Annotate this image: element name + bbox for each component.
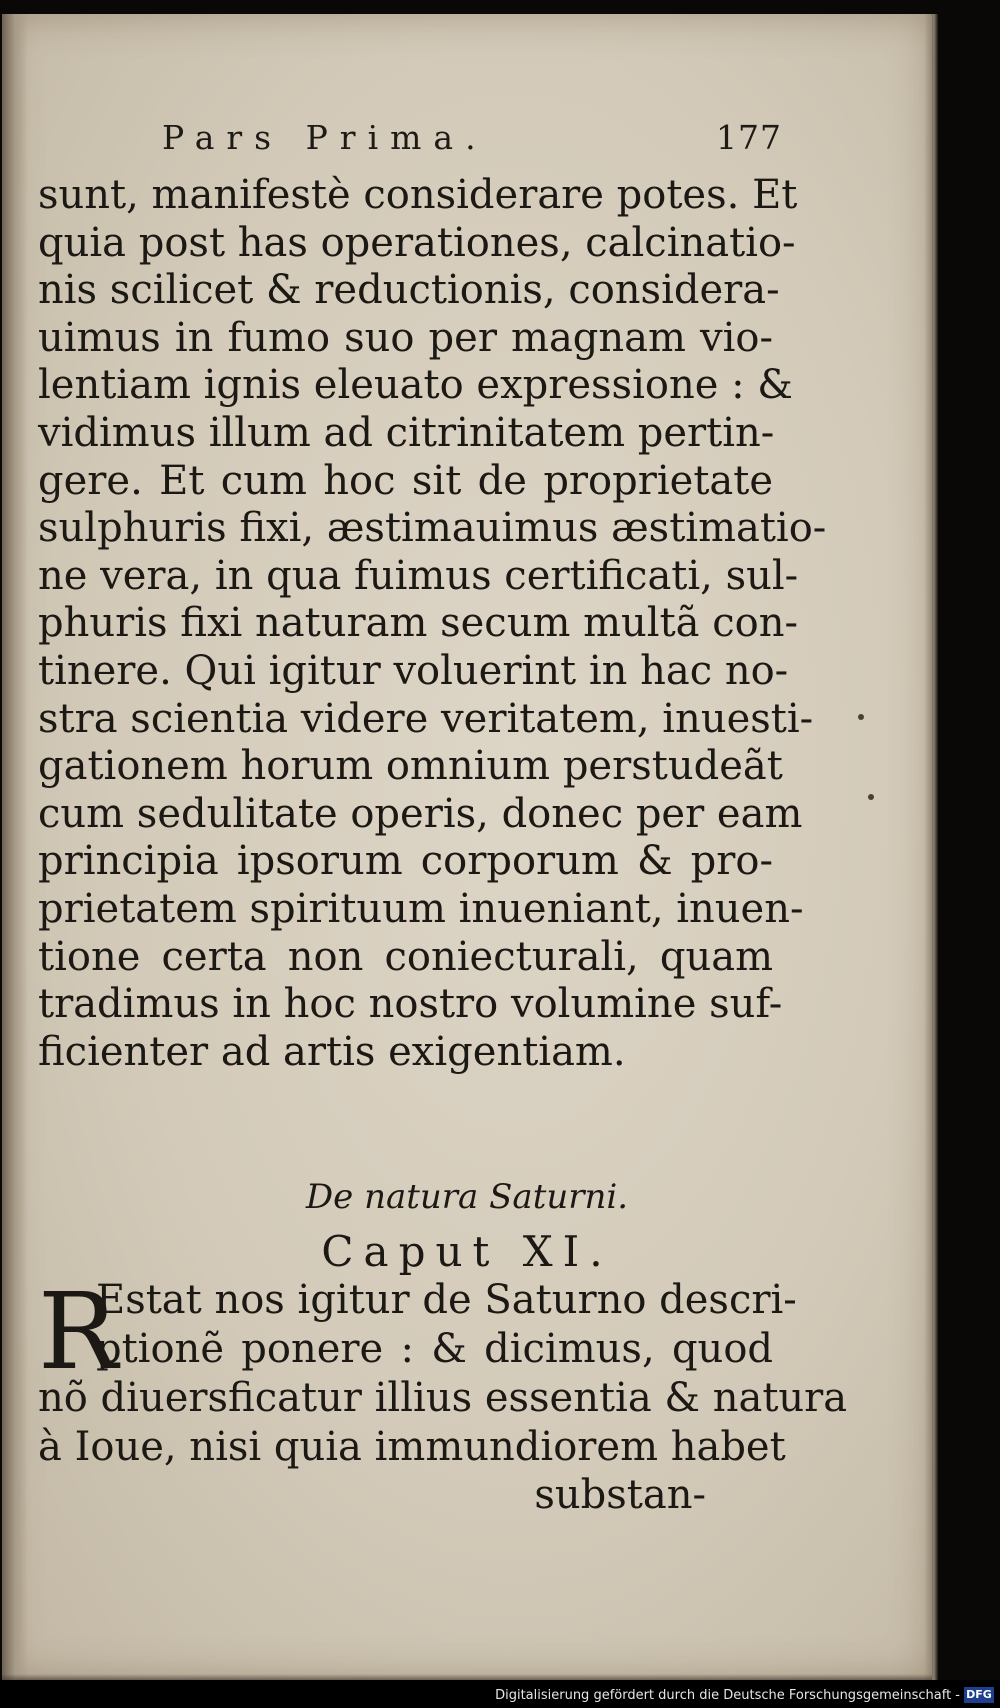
text-line: nõ diuersficatur illius essentia & natura: [38, 1375, 848, 1421]
margin-speck: [858, 714, 864, 720]
footer-bar: [0, 1680, 1000, 1708]
text-line: stra scientia videre veritatem, inuesti-: [38, 695, 814, 742]
dfg-logo: DFG: [964, 1687, 994, 1703]
text-line: sunt, manifestè considerare potes. Et: [38, 172, 798, 218]
chapter-text: [38, 1270, 848, 1472]
text-line: tradimus in hoc nostro volumine suf-: [38, 981, 783, 1028]
text-line: prietatem spirituum inueniant, inuen-: [38, 885, 804, 932]
page-edge-shadow: [924, 14, 938, 1680]
text-line: Estat nos igitur de Saturno descri-: [96, 1277, 797, 1323]
text-line: vidimus illum ad citrinitatem pertin-: [38, 409, 775, 456]
text-line: phuris fixi naturam secum multã con-: [38, 600, 798, 647]
text-line: uimus in fumo suo per magnam vio-: [38, 314, 773, 361]
text-line: ficienter ad artis exigentiam.: [38, 1028, 626, 1075]
text-line: nis scilicet & reductionis, considera-: [38, 267, 780, 314]
page-header: [162, 118, 782, 168]
page-number: 177: [716, 118, 782, 157]
chapter-heading: Caput XI.: [321, 1227, 613, 1276]
running-title: Pars Prima.: [162, 118, 488, 157]
text-line: gere. Et cum hoc sit de proprietate: [38, 457, 773, 504]
page-binding-shadow: [2, 14, 28, 1680]
text-line: sulphuris fixi, æstimauimus æstimatio-: [38, 505, 827, 552]
section-subtitle: De natura Saturni.: [305, 1177, 629, 1217]
text-line: ptionẽ ponere : & dicimus, quod: [96, 1326, 773, 1372]
text-line: lentiam ignis eleuato expressione : &: [38, 362, 793, 409]
text-line: cum sedulitate operis, donec per eam: [38, 790, 803, 837]
text-line: gationem horum omnium perstudeãt: [38, 743, 783, 790]
book-page: [2, 14, 932, 1680]
funding-credit: Digitalisierung gefördert durch die Deutsche Forschungsgemeinschaft -: [495, 1688, 960, 1703]
catchword: substan-: [534, 1472, 706, 1518]
text-line: ne vera, in qua fuimus certificati, sul-: [38, 552, 799, 599]
main-text: [38, 172, 827, 1076]
drop-cap-initial: R: [38, 1270, 118, 1393]
text-line: à Ioue, nisi quia immundiorem habet: [38, 1424, 786, 1470]
text-line: tinere. Qui igitur voluerint in hac no-: [38, 647, 789, 694]
text-line: tione certa non coniecturali, quam: [38, 933, 773, 980]
text-line: quia post has operationes, calcinatio-: [38, 219, 796, 266]
margin-speck: [868, 794, 874, 800]
text-line: principia ipsorum corporum & pro-: [38, 838, 773, 885]
